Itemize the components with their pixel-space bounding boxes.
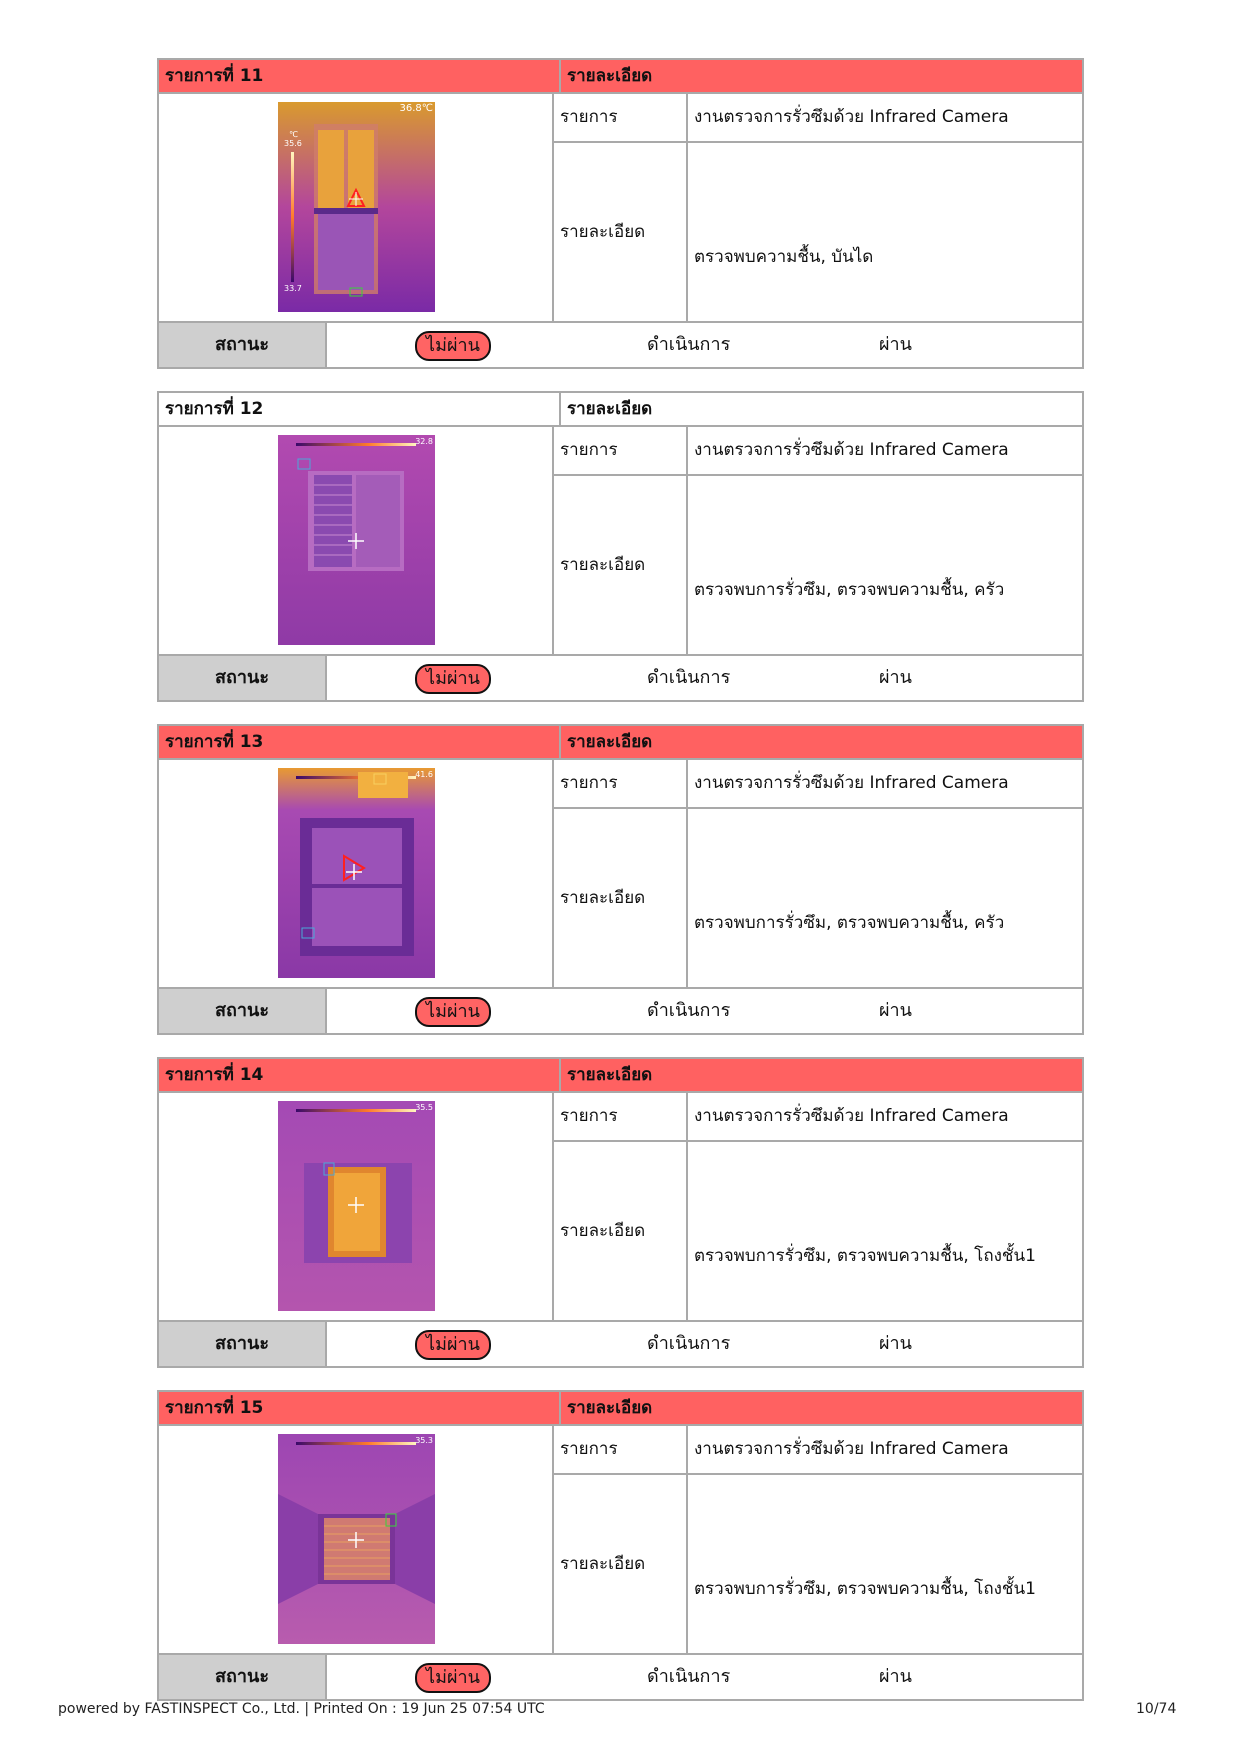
status-option-in-progress[interactable]: ดำเนินการ — [647, 334, 731, 355]
thermal-scale-unit: ℃ — [289, 130, 298, 139]
thermal-image[interactable] — [278, 768, 446, 978]
record-header — [159, 393, 1082, 427]
status-label: สถานะ — [159, 989, 327, 1033]
detail-value: ตรวจพบการรั่วซึม, ตรวจพบความชื้น, โถงชั้น1 — [694, 1246, 1036, 1266]
record-title: รายการที่ 11 — [165, 66, 264, 86]
thermal-max-reading: 36.8℃ — [399, 103, 433, 114]
detail-cells — [552, 94, 1082, 321]
status-option-pass[interactable]: ผ่าน — [879, 334, 912, 355]
status-row — [159, 1653, 1082, 1699]
status-option-pass[interactable]: ผ่าน — [879, 1333, 912, 1354]
thermal-scale-high: 41.6 — [415, 770, 433, 779]
status-option-fail[interactable]: ไม่ผ่าน — [415, 997, 491, 1027]
thermal-center-reading: 35.0℃ — [435, 1596, 446, 1630]
thermal-scale-high: 32.8 — [415, 437, 433, 446]
detail-value: ตรวจพบความชื้น, บันได — [694, 247, 874, 267]
thermal-center-reading: 32.0℃ — [435, 597, 446, 631]
record-title: รายการที่ 12 — [165, 399, 264, 419]
detail-header: รายละเอียด — [559, 1059, 652, 1091]
detail-cells — [552, 760, 1082, 987]
status-label: สถานะ — [159, 323, 327, 367]
status-option-fail[interactable]: ไม่ผ่าน — [415, 1330, 491, 1360]
detail-header: รายละเอียด — [559, 60, 652, 92]
detail-label: รายละเอียด — [554, 1142, 688, 1320]
record-15 — [157, 1390, 1084, 1701]
item-value: งานตรวจการรั่วซึมด้วย Infrared Camera — [688, 760, 1082, 809]
detail-header: รายละเอียด — [559, 726, 652, 758]
item-value: งานตรวจการรั่วซึมด้วย Infrared Camera — [688, 1426, 1082, 1475]
item-value: งานตรวจการรั่วซึมด้วย Infrared Camera — [688, 94, 1082, 143]
status-option-pass[interactable]: ผ่าน — [879, 1000, 912, 1021]
photo-cell — [159, 1093, 552, 1320]
record-header — [159, 1059, 1082, 1093]
record-header — [159, 726, 1082, 760]
thermal-center-reading: 35.0℃ — [435, 1263, 446, 1297]
detail-label: รายละเอียด — [554, 809, 688, 987]
photo-cell — [159, 1426, 552, 1653]
thermal-image[interactable] — [278, 102, 435, 312]
record-title: รายการที่ 14 — [165, 1065, 264, 1085]
status-row — [159, 987, 1082, 1033]
record-header — [159, 60, 1082, 94]
detail-label: รายละเอียด — [554, 143, 688, 321]
detail-header: รายละเอียด — [559, 393, 652, 425]
detail-cells — [552, 1426, 1082, 1653]
item-label: รายการ — [554, 760, 688, 809]
detail-header: รายละเอียด — [559, 1392, 652, 1424]
thermal-image[interactable] — [278, 1434, 446, 1644]
record-title: รายการที่ 15 — [165, 1398, 264, 1418]
status-option-pass[interactable]: ผ่าน — [879, 667, 912, 688]
item-value: งานตรวจการรั่วซึมด้วย Infrared Camera — [688, 427, 1082, 476]
record-12 — [157, 391, 1084, 702]
record-header — [159, 1392, 1082, 1426]
detail-value: ตรวจพบการรั่วซึม, ตรวจพบความชื้น, ครัว — [694, 580, 1005, 600]
photo-cell — [159, 760, 552, 987]
item-label: รายการ — [554, 1426, 688, 1475]
detail-label: รายละเอียด — [554, 476, 688, 654]
photo-cell — [159, 427, 552, 654]
thermal-scale-high: 35.6 — [284, 139, 302, 148]
status-option-in-progress[interactable]: ดำเนินการ — [647, 1333, 731, 1354]
record-title: รายการที่ 13 — [165, 732, 264, 752]
footer-page-number: 10/74 — [1136, 1701, 1177, 1717]
detail-cells — [552, 427, 1082, 654]
thermal-image[interactable] — [278, 1101, 446, 1311]
detail-value: ตรวจพบการรั่วซึม, ตรวจพบความชื้น, โถงชั้น1 — [694, 1579, 1036, 1599]
status-label: สถานะ — [159, 656, 327, 700]
thermal-scale-high: 35.5 — [415, 1103, 433, 1112]
status-label: สถานะ — [159, 1655, 327, 1699]
status-option-fail[interactable]: ไม่ผ่าน — [415, 1663, 491, 1693]
status-row — [159, 1320, 1082, 1366]
thermal-scale-low: 33.7 — [284, 284, 302, 293]
record-14 — [157, 1057, 1084, 1368]
detail-value-cell — [688, 476, 1082, 654]
status-option-pass[interactable]: ผ่าน — [879, 1666, 912, 1687]
footer-powered-by: powered by FASTINSPECT Co., Ltd. | Printed On : 19 Jun 25 07:54 UTC — [58, 1701, 545, 1717]
record-11 — [157, 58, 1084, 369]
detail-value-cell — [688, 809, 1082, 987]
detail-label: รายละเอียด — [554, 1475, 688, 1653]
status-label: สถานะ — [159, 1322, 327, 1366]
record-13 — [157, 724, 1084, 1035]
status-option-in-progress[interactable]: ดำเนินการ — [647, 1666, 731, 1687]
photo-cell — [159, 94, 552, 321]
detail-value-cell — [688, 143, 1082, 321]
status-option-in-progress[interactable]: ดำเนินการ — [647, 1000, 731, 1021]
detail-value-cell — [688, 1475, 1082, 1653]
status-option-in-progress[interactable]: ดำเนินการ — [647, 667, 731, 688]
item-value: งานตรวจการรั่วซึมด้วย Infrared Camera — [688, 1093, 1082, 1142]
item-label: รายการ — [554, 427, 688, 476]
thermal-scale-high: 35.3 — [415, 1436, 433, 1445]
detail-value: ตรวจพบการรั่วซึม, ตรวจพบความชื้น, ครัว — [694, 913, 1005, 933]
thermal-center-reading: 33.4℃ — [435, 930, 446, 964]
detail-cells — [552, 1093, 1082, 1320]
status-row — [159, 654, 1082, 700]
status-row — [159, 321, 1082, 367]
thermal-image[interactable] — [278, 435, 446, 645]
item-label: รายการ — [554, 1093, 688, 1142]
detail-value-cell — [688, 1142, 1082, 1320]
status-option-fail[interactable]: ไม่ผ่าน — [415, 331, 491, 361]
item-label: รายการ — [554, 94, 688, 143]
status-option-fail[interactable]: ไม่ผ่าน — [415, 664, 491, 694]
